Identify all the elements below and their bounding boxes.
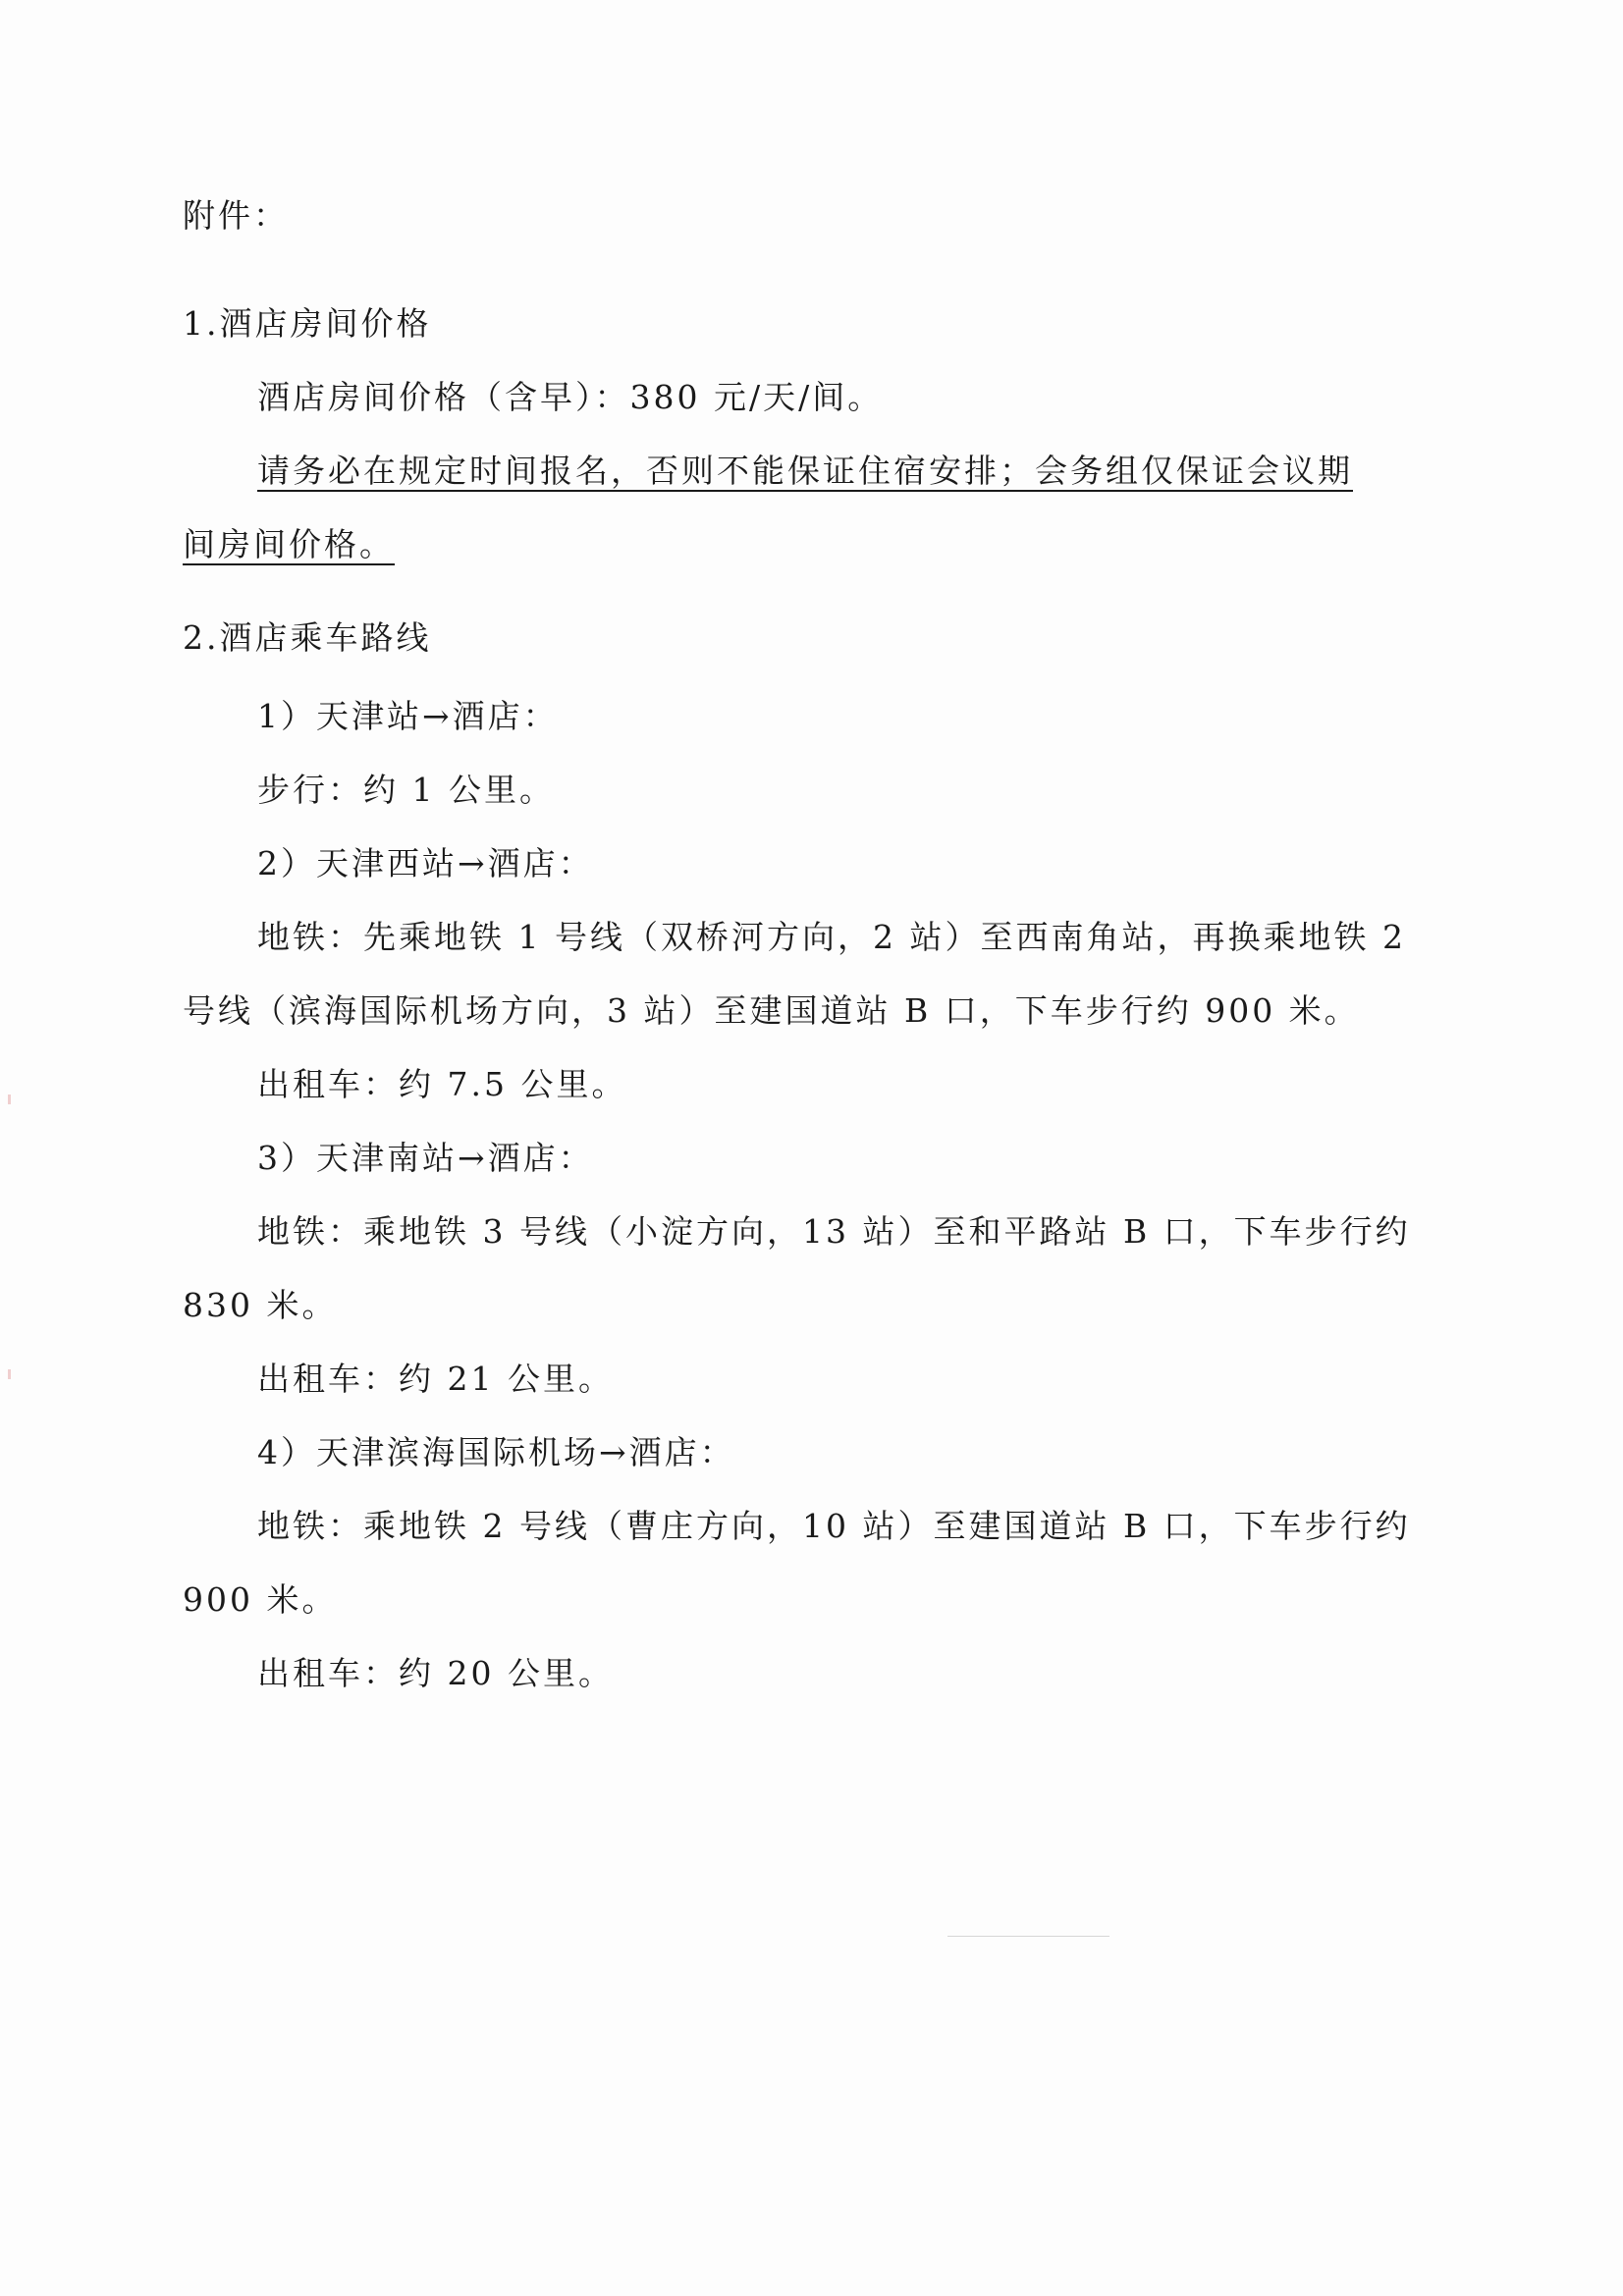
section1-title: 1.酒店房间价格: [183, 304, 432, 343]
scan-mark-line: [947, 1936, 1109, 1937]
route1-title: 1）天津站→酒店：: [257, 697, 559, 735]
notice-line-2: 间房间价格。: [183, 525, 395, 563]
route3-title: 3）天津南站→酒店：: [257, 1139, 594, 1177]
route1-walk: 步行：约 1 公里。: [257, 771, 555, 809]
route4-metro-line-1: 地铁：乘地铁 2 号线（曹庄方向，10 站）至建国道站 B 口，下车步行约: [257, 1507, 1411, 1545]
route2-metro-line-2: 号线（滨海国际机场方向，3 站）至建国道站 B 口，下车步行约 900 米。: [183, 991, 1360, 1030]
route3-taxi: 出租车：约 21 公里。: [257, 1360, 614, 1398]
route4-taxi: 出租车：约 20 公里。: [257, 1654, 614, 1692]
price-line: 酒店房间价格（含早）：380 元/天/间。: [257, 378, 884, 416]
scan-speck: [8, 1369, 11, 1379]
route2-metro-line-1: 地铁：先乘地铁 1 号线（双桥河方向，2 站）至西南角站，再换乘地铁 2: [257, 918, 1406, 956]
route3-metro-line-2: 830 米。: [183, 1286, 338, 1324]
section2-title: 2.酒店乘车路线: [183, 618, 432, 657]
route2-taxi: 出租车：约 7.5 公里。: [257, 1065, 627, 1103]
route3-metro-line-1: 地铁：乘地铁 3 号线（小淀方向，13 站）至和平路站 B 口，下车步行约: [257, 1212, 1411, 1251]
notice-line-1: 请务必在规定时间报名，否则不能保证住宿安排；会务组仅保证会议期: [257, 452, 1353, 490]
route4-title: 4）天津滨海国际机场→酒店：: [257, 1433, 735, 1471]
route2-title: 2）天津西站→酒店：: [257, 844, 594, 882]
route4-metro-line-2: 900 米。: [183, 1580, 338, 1619]
scan-speck: [8, 1095, 11, 1104]
attachment-label: 附件：: [183, 196, 289, 235]
